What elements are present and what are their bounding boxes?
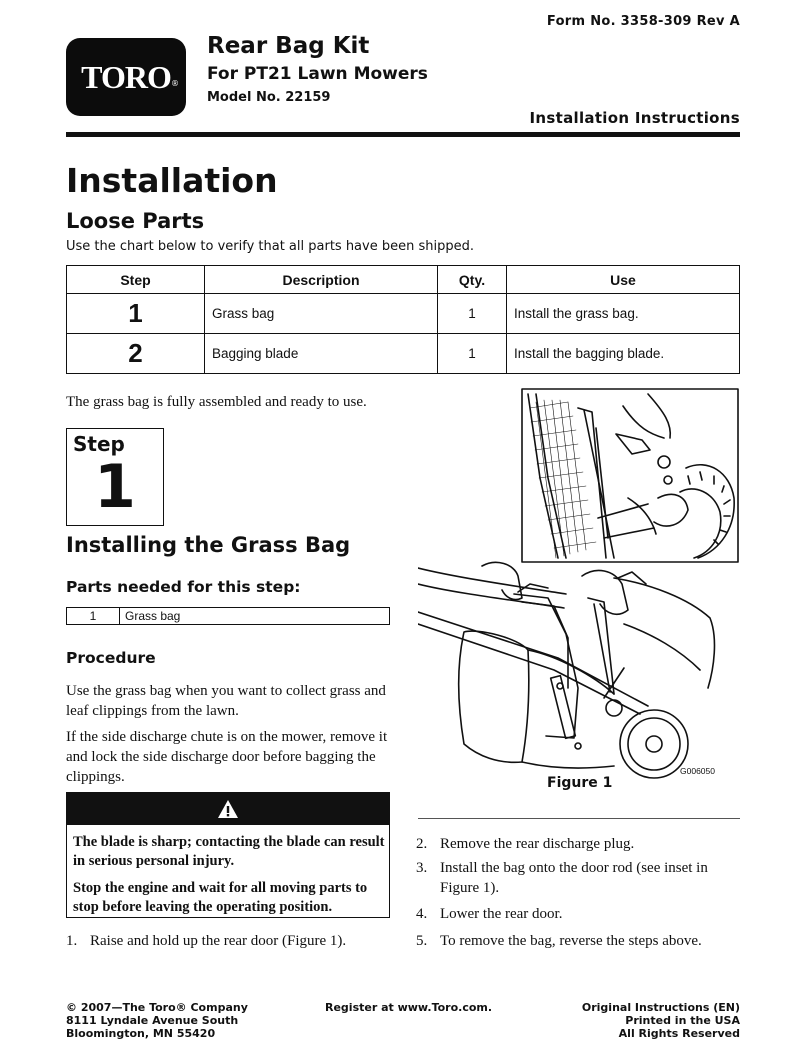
figure-rule: [418, 818, 740, 819]
step-number: 1: [94, 452, 136, 522]
step-label: Step: [73, 432, 125, 456]
list-text: To remove the bag, reverse the steps above.: [440, 933, 702, 949]
row-description: Bagging blade: [205, 334, 438, 374]
figure-code: G006050: [680, 766, 715, 776]
list-text: Lower the rear door.: [440, 906, 563, 922]
procedure-para-1: Use the grass bag when you want to collect grass and leaf clippings from the lawn.: [66, 683, 386, 719]
list-number: 3.: [416, 860, 428, 876]
footer-copyright: © 2007—The Toro® Company: [66, 1001, 248, 1014]
col-use: Use: [507, 266, 740, 294]
list-number: 5.: [416, 933, 428, 949]
header-rule: [66, 132, 740, 137]
logo-text: TORO: [81, 59, 171, 95]
loose-parts-table: [66, 265, 740, 374]
parts-needed-table: [66, 607, 390, 625]
row-qty: 1: [438, 334, 507, 374]
row-use: Install the grass bag.: [507, 294, 740, 334]
part-qty: 1: [67, 608, 120, 625]
model-number: Model No. 22159: [207, 90, 331, 105]
footer-address-1: 8111 Lyndale Avenue South: [66, 1014, 239, 1027]
footer-original: Original Instructions (EN): [581, 1001, 740, 1014]
list-number: 4.: [416, 906, 428, 922]
warning-banner: [67, 793, 389, 825]
footer-printed: Printed in the USA: [625, 1014, 740, 1027]
row-use: Install the bagging blade.: [507, 334, 740, 374]
warning-text-2: Stop the engine and wait for all moving parts to stop before leaving the operating position.: [73, 880, 368, 915]
footer-register-link[interactable]: Register at www.Toro.com.: [325, 1001, 493, 1014]
list-item: [416, 904, 740, 924]
doc-subtitle: For PT21 Lawn Mowers: [207, 64, 428, 84]
figure-caption: Figure 1: [547, 775, 613, 791]
row-qty: 1: [438, 294, 507, 334]
registered-mark: ®: [171, 79, 179, 88]
loose-parts-intro: Use the chart below to verify that all parts have been shipped.: [66, 239, 474, 254]
parts-needed-heading: Parts needed for this step:: [66, 578, 301, 596]
col-description: Description: [205, 266, 438, 294]
warning-icon: [217, 799, 239, 819]
list-number: 1.: [66, 933, 78, 949]
table-row: [67, 294, 740, 334]
warning-box: [66, 792, 390, 918]
doc-title: Rear Bag Kit: [207, 33, 370, 59]
toro-logo: [66, 38, 186, 116]
list-text: Raise and hold up the rear door (Figure 1).: [90, 933, 347, 949]
step-heading: Installing the Grass Bag: [66, 533, 351, 557]
footer-rights: All Rights Reserved: [618, 1027, 740, 1040]
list-number: 2.: [416, 836, 428, 852]
procedure-para-2: If the side discharge chute is on the mower, remove it and lock the side discharge door before bagging the clippings.: [66, 729, 388, 785]
col-qty: Qty.: [438, 266, 507, 294]
installation-heading: Installation: [66, 161, 278, 200]
list-item: [416, 931, 740, 951]
row-step: 1: [67, 294, 205, 334]
procedure-heading: Procedure: [66, 649, 156, 667]
figure-1-illustration: [418, 388, 740, 782]
footer-legal: [582, 1001, 740, 1040]
table-row: [67, 334, 740, 374]
warning-text-1: The blade is sharp; contacting the blade can result in serious personal injury.: [73, 834, 385, 869]
footer-company: [66, 1001, 248, 1040]
step-box: [66, 428, 164, 526]
col-step: Step: [67, 266, 205, 294]
list-text: Install the bag onto the door rod (see inset in Figure 1).: [440, 860, 708, 896]
list-item: [416, 834, 740, 854]
table-row: [67, 608, 390, 625]
loose-parts-heading: Loose Parts: [66, 209, 205, 233]
row-step: 2: [67, 334, 205, 374]
part-name: Grass bag: [120, 608, 390, 625]
footer-address-2: Bloomington, MN 55420: [66, 1027, 216, 1040]
list-item: [66, 931, 396, 951]
assembled-note: The grass bag is fully assembled and ready to use.: [66, 394, 367, 410]
list-item: [416, 858, 740, 898]
list-text: Remove the rear discharge plug.: [440, 836, 635, 852]
doc-type: Installation Instructions: [529, 109, 740, 127]
form-number: Form No. 3358-309 Rev A: [546, 14, 740, 29]
table-header-row: [67, 266, 740, 294]
row-description: Grass bag: [205, 294, 438, 334]
